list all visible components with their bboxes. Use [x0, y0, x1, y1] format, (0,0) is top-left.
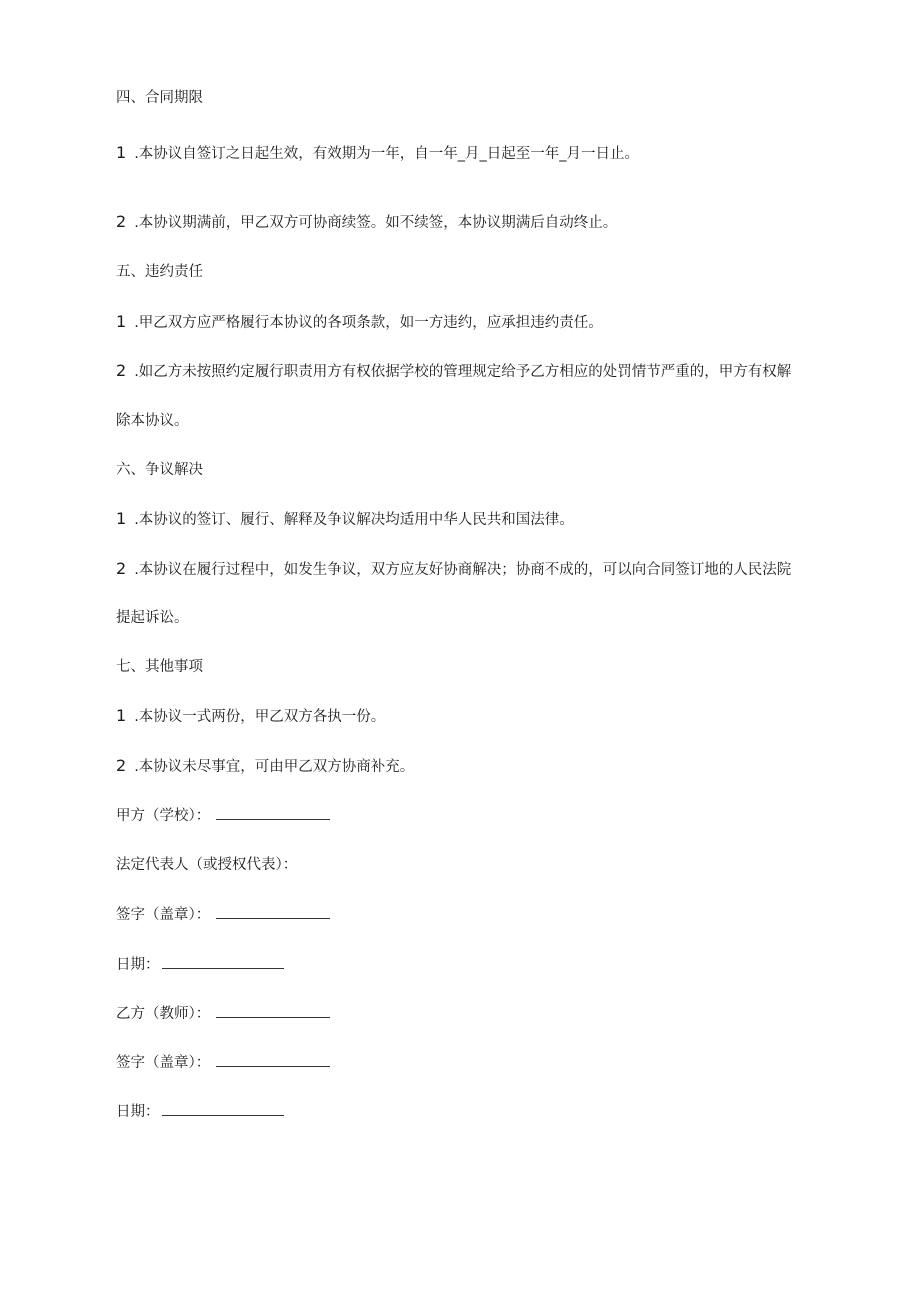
clause	[116, 361, 791, 382]
section-heading: 四、合同期限	[116, 90, 203, 106]
party-b-label: 乙方（教师）：	[116, 1006, 211, 1022]
clause	[116, 143, 639, 164]
clause-text: .如乙方未按照约定履行职责用方有权依据学校的管理规定给予乙方相应的处罚情节严重的，甲方有权解	[134, 364, 792, 380]
clause-continuation: 提起诉讼。	[116, 610, 189, 626]
party-a-blank	[216, 805, 330, 820]
date-b-line	[116, 1101, 284, 1122]
clause	[116, 559, 791, 580]
clause	[116, 509, 574, 530]
section-heading: 五、违约责任	[116, 264, 203, 280]
clause-text: .本协议一式两份，甲乙双方各执一份。	[134, 709, 386, 725]
sign-a-blank	[216, 904, 330, 919]
clause-text: .本协议未尽事宜，可由甲乙双方协商补充。	[134, 759, 415, 775]
clause-text: .本协议在履行过程中，如发生争议，双方应友好协商解决；协商不成的，可以向合同签订地的人民法院	[134, 562, 792, 578]
clause-number: 1	[116, 143, 127, 162]
sign-b-blank	[216, 1052, 330, 1067]
clause-number: 1	[116, 312, 127, 331]
section-heading: 六、争议解决	[116, 462, 203, 478]
date-a-line	[116, 954, 284, 975]
party-a-line	[116, 805, 330, 826]
sign-a-line	[116, 904, 330, 925]
clause-text: .甲乙双方应严格履行本协议的各项条款，如一方违约，应承担违约责任。	[134, 315, 603, 331]
clause-number: 1	[116, 706, 127, 725]
clause-number: 2	[116, 559, 127, 578]
clause-number: 2	[116, 361, 127, 380]
sign-a-label: 签字（盖章）：	[116, 907, 211, 923]
clause-number: 1	[116, 509, 127, 528]
date-a-blank	[162, 954, 284, 969]
clause-number: 2	[116, 756, 127, 775]
party-a-label: 甲方（学校）：	[116, 808, 211, 824]
clause	[116, 312, 603, 333]
sign-b-label: 签字（盖章）：	[116, 1055, 211, 1071]
clause-text: .本协议自签订之日起生效，有效期为一年，自一年_月_日起至一年_月一日止。	[134, 146, 640, 162]
clause-number: 2	[116, 212, 127, 231]
party-b-blank	[216, 1003, 330, 1018]
legal-rep-line	[116, 855, 297, 875]
date-a-label: 日期：	[116, 957, 160, 973]
section-heading: 七、其他事项	[116, 659, 203, 675]
party-b-line	[116, 1003, 330, 1024]
clause-text: .本协议的签订、履行、解释及争议解决均适用中华人民共和国法律。	[134, 512, 574, 528]
legal-rep-label: 法定代表人（或授权代表）：	[116, 857, 298, 873]
sign-b-line	[116, 1052, 330, 1073]
clause	[116, 706, 385, 727]
clause	[116, 212, 617, 233]
clause	[116, 756, 414, 777]
date-b-blank	[162, 1101, 284, 1116]
clause-continuation: 除本协议。	[116, 413, 189, 429]
clause-text: .本协议期满前，甲乙双方可协商续签。如不续签，本协议期满后自动终止。	[134, 215, 618, 231]
date-b-label: 日期：	[116, 1104, 160, 1120]
